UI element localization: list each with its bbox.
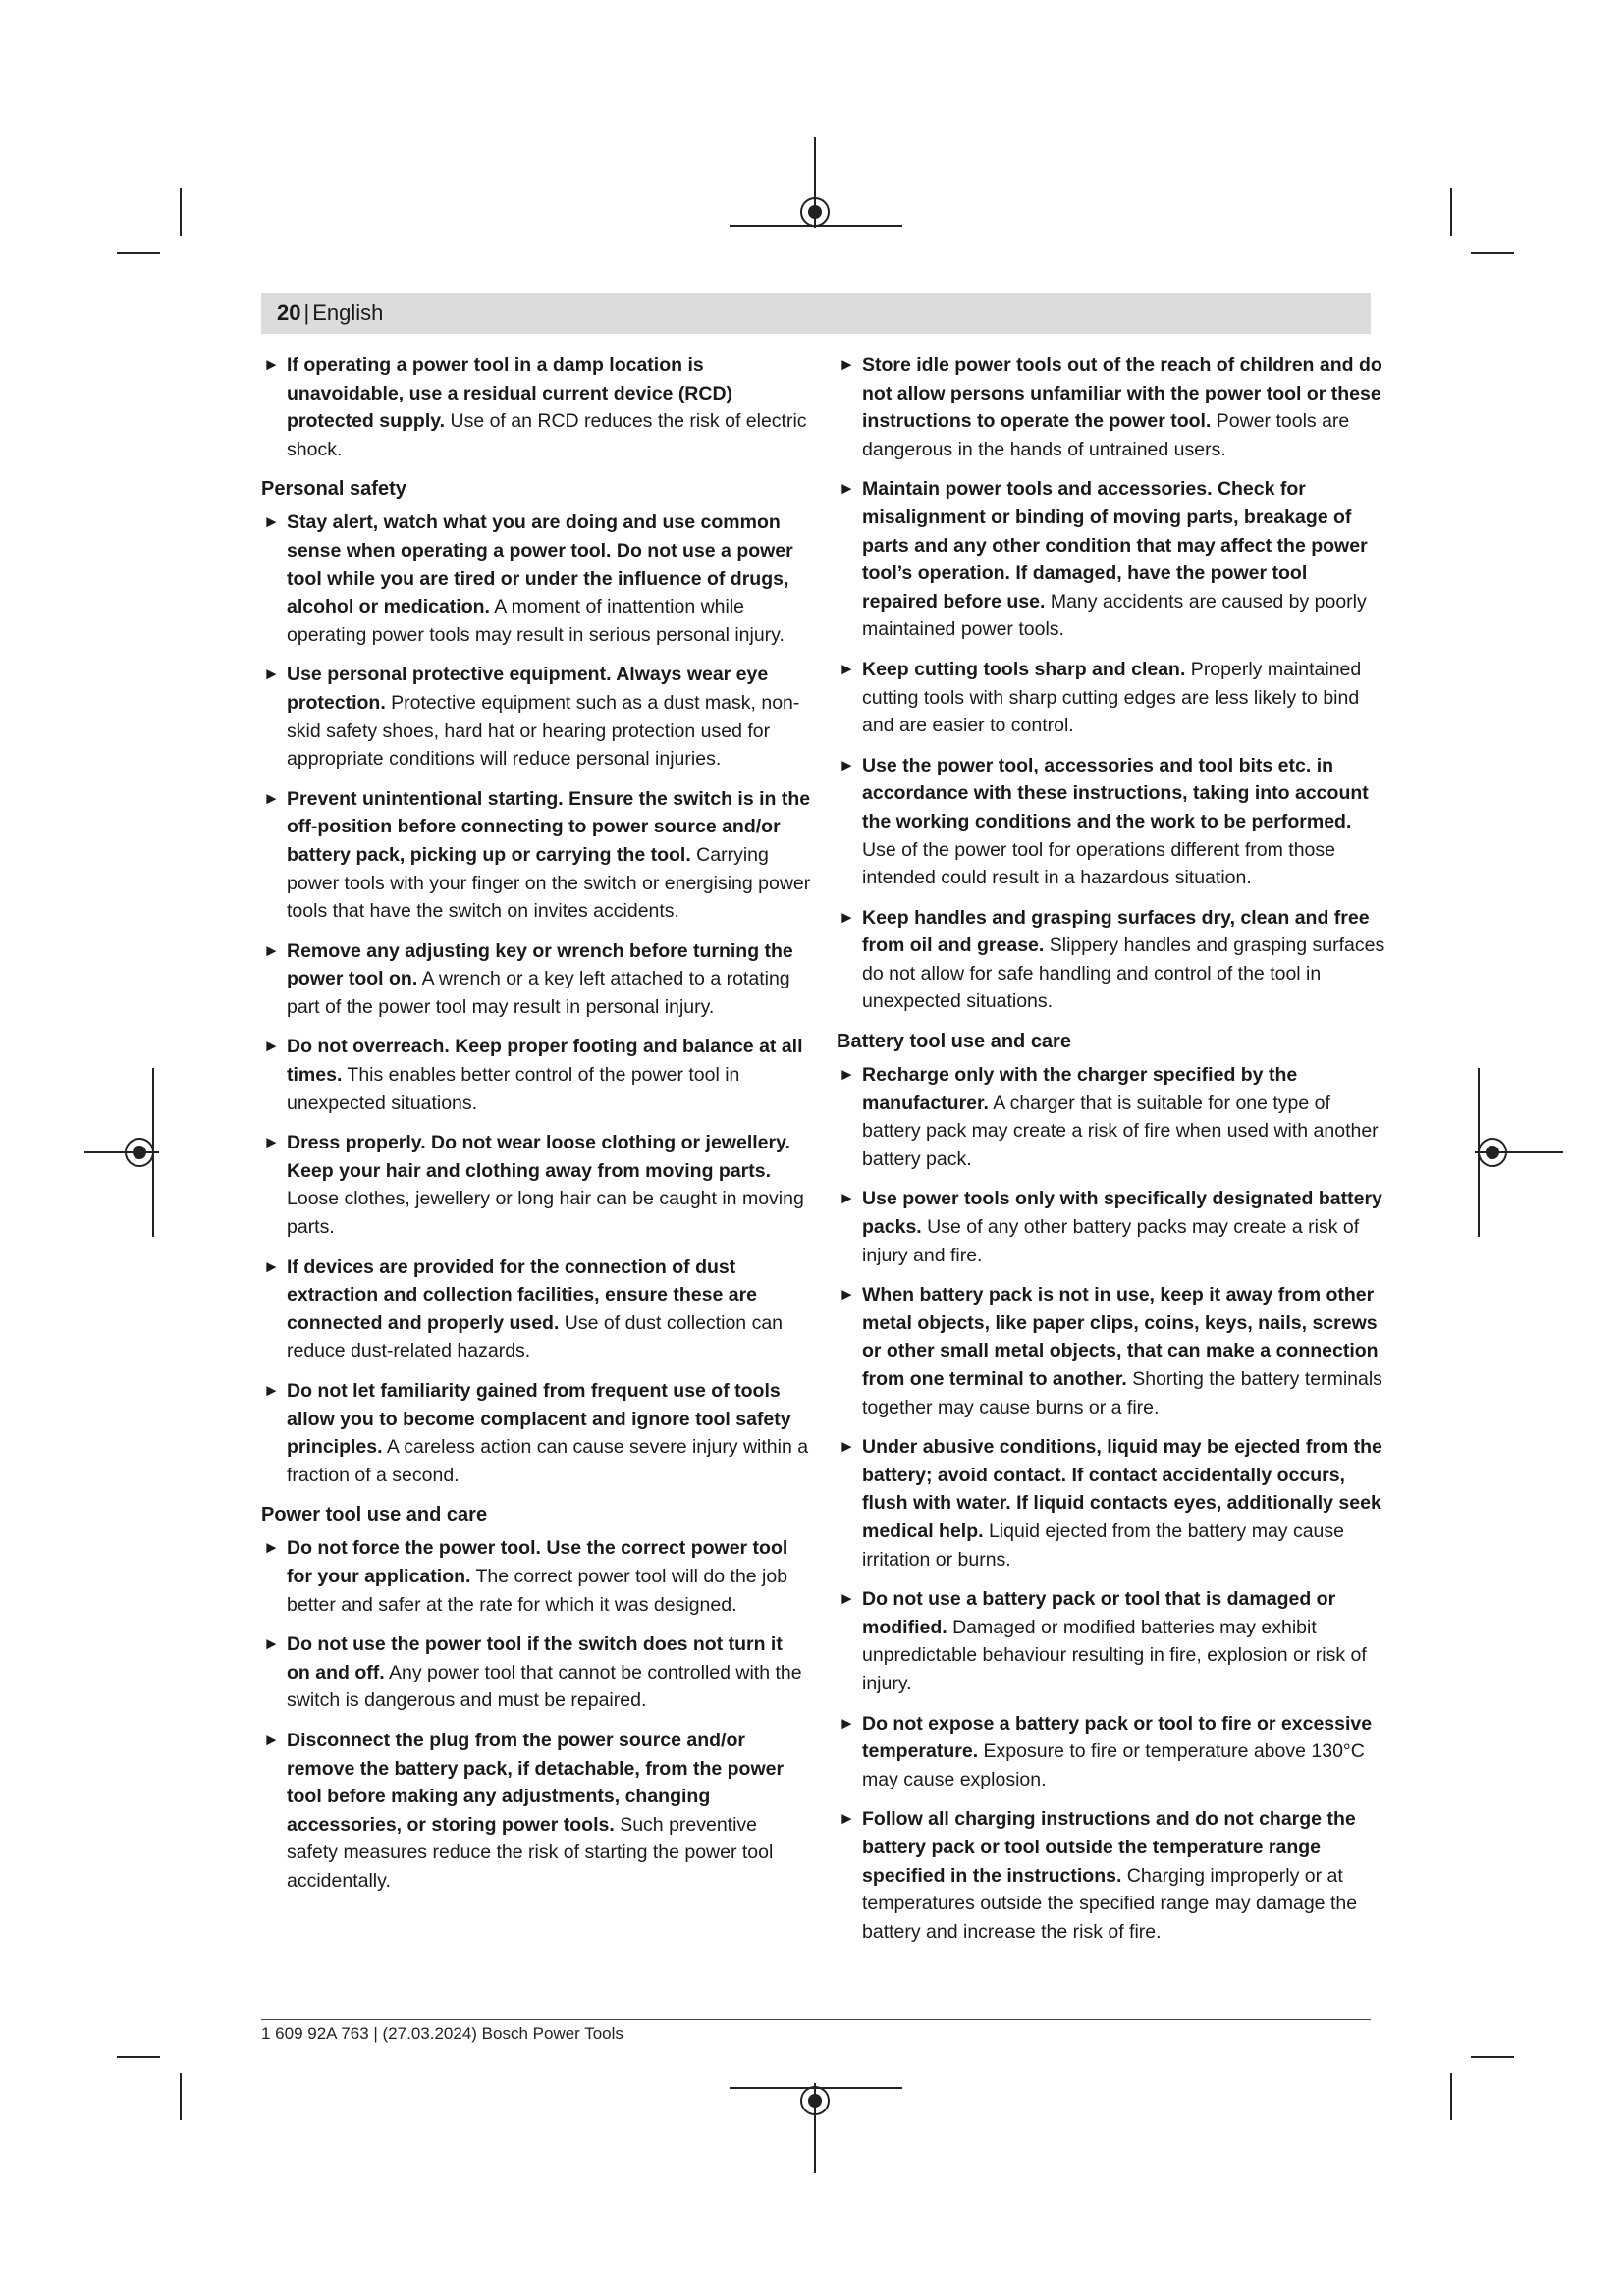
list-item — [261, 1254, 811, 1365]
instruction-text: Use of an RCD reduces the risk of electric shock. — [287, 410, 807, 460]
bullet-icon: ► — [263, 1037, 280, 1056]
list-item — [837, 351, 1386, 463]
footer-text: 1 609 92A 763 | (27.03.2024) Bosch Power Tools — [261, 2024, 623, 2043]
instruction-text: The correct power tool will do the job better and safer at the rate for which it was designed. — [287, 1565, 788, 1616]
bullet-icon: ► — [263, 355, 280, 374]
bullet-icon: ► — [839, 755, 855, 774]
instruction-bold: Keep handles and grasping surfaces dry, clean and free from oil and grease. — [862, 906, 1370, 957]
bullet-icon: ► — [263, 940, 280, 960]
list-item — [837, 1710, 1386, 1794]
crop-mark — [1471, 252, 1514, 254]
list-item — [837, 1281, 1386, 1421]
instruction-bold: If operating a power tool in a damp location is unavoidable, use a residual current device (RCD) protected supply. — [287, 354, 733, 433]
instruction-text: Such preventive safety measures reduce the risk of starting the power tool accidentally. — [287, 1813, 774, 1892]
bullet-icon: ► — [263, 788, 280, 808]
instruction-bold: Do not let familiarity gained from frequent use of tools allow you to become complacent and ignore tool safety principles. — [287, 1380, 791, 1459]
instruction-bold: Maintain power tools and accessories. Check for misalignment or binding of moving parts, breakage of parts and any other condition that may affect the power tool’s operation. If damaged, have the power tool repaired before use. — [862, 478, 1368, 613]
bullet-icon: ► — [263, 1133, 280, 1152]
list-item — [261, 661, 811, 773]
instruction-bold: Store idle power tools out of the reach of children and do not allow persons unfamiliar with the power tool or these instructions to operate the power tool. — [862, 354, 1382, 433]
bullet-icon: ► — [839, 659, 855, 678]
list-item — [837, 1585, 1386, 1697]
list-item — [837, 656, 1386, 740]
bullet-icon: ► — [839, 1437, 855, 1457]
bullet-icon: ► — [839, 479, 855, 499]
bullet-icon: ► — [839, 1065, 855, 1085]
list-item — [261, 1033, 811, 1117]
instruction-bold: Use power tools only with specifically designated battery packs. — [862, 1188, 1382, 1239]
instruction-bold: Use personal protective equipment. Always wear eye protection. — [287, 664, 769, 714]
list-item — [261, 1129, 811, 1241]
crop-mark — [1471, 2056, 1514, 2058]
bullet-icon: ► — [263, 1634, 280, 1654]
list-item — [837, 1185, 1386, 1269]
instruction-text: Liquid ejected from the battery may cause irritation or burns. — [862, 1520, 1344, 1571]
instruction-text: A moment of inattention while operating power tools may result in serious personal injury. — [287, 596, 785, 646]
right-column — [837, 351, 1386, 1957]
instruction-bold: Keep cutting tools sharp and clean. — [862, 658, 1186, 680]
bullet-icon: ► — [263, 512, 280, 532]
instruction-text: Damaged or modified batteries may exhibit unpredictable behaviour resulting in fire, explosion or risk of injury. — [862, 1616, 1367, 1694]
bullet-icon: ► — [839, 355, 855, 374]
instruction-text: A careless action can cause severe injury within a fraction of a second. — [287, 1436, 809, 1486]
bullet-icon: ► — [263, 665, 280, 684]
list-item — [261, 351, 811, 463]
bullet-icon: ► — [839, 1713, 855, 1733]
list-item — [837, 904, 1386, 1016]
header-separator: | — [303, 300, 310, 325]
instruction-bold: When battery pack is not in use, keep it away from other metal objects, like paper clips, coins, keys, nails, screws or other small metal objects, that can make a connection from one terminal to another. — [862, 1284, 1379, 1390]
instruction-bold: Follow all charging instructions and do not charge the battery pack or tool outside the temperature range specified in the instructions. — [862, 1808, 1356, 1887]
instruction-text: Charging improperly or at temperatures outside the specified range may damage the battery and increase the risk of fire. — [862, 1864, 1358, 1943]
instruction-text: Carrying power tools with your finger on the switch or energising power tools that have the switch on invites accidents. — [287, 843, 811, 923]
section-heading-power-tool-use: Power tool use and care — [261, 1504, 488, 1526]
registration-mark-bottom — [800, 2086, 830, 2115]
instruction-text: Protective equipment such as a dust mask, non-skid safety shoes, hard hat or hearing protection used for appropriate conditions will reduce personal injuries. — [287, 691, 800, 771]
instruction-bold: Disconnect the plug from the power source and/or remove the battery pack, if detachable, from the power tool before making any adjustments, changing accessories, or storing power tools. — [287, 1729, 785, 1836]
instruction-text: Loose clothes, jewellery or long hair can be caught in moving parts. — [287, 1188, 804, 1239]
instruction-text: Exposure to fire or temperature above 130°C may cause explosion. — [862, 1740, 1365, 1790]
instruction-text: Slippery handles and grasping surfaces do not allow for safe handling and control of the tool in unexpected situations. — [862, 934, 1385, 1013]
instruction-text: This enables better control of the power tool in unexpected situations. — [287, 1064, 740, 1114]
instruction-text: Use of dust collection can reduce dust-related hazards. — [287, 1311, 784, 1362]
registration-mark-left — [125, 1138, 154, 1167]
instruction-text: A charger that is suitable for one type of battery pack may create a risk of fire when used with another battery pack. — [862, 1092, 1379, 1170]
bullet-icon: ► — [263, 1538, 280, 1558]
instruction-text: Shorting the battery terminals together may cause burns or a fire. — [862, 1368, 1382, 1418]
instruction-bold: Under abusive conditions, liquid may be ejected from the battery; avoid contact. If contact accidentally occurs, flush with water. If liquid contacts eyes, additionally seek medical help. — [862, 1436, 1382, 1542]
instruction-bold: Recharge only with the charger specified by the manufacturer. — [862, 1064, 1298, 1114]
bullet-icon: ► — [263, 1256, 280, 1276]
list-item — [837, 752, 1386, 892]
bullet-icon: ► — [839, 907, 855, 927]
instruction-bold: Do not overreach. Keep proper footing and balance at all times. — [287, 1036, 803, 1087]
header-language: English — [312, 300, 384, 325]
instruction-bold: Do not expose a battery pack or tool to fire or excessive temperature. — [862, 1712, 1373, 1763]
bullet-icon: ► — [839, 1285, 855, 1305]
crop-mark — [180, 188, 182, 236]
list-item — [261, 508, 811, 649]
section-heading-battery-tool-use: Battery tool use and care — [837, 1031, 1071, 1053]
crop-mark — [117, 252, 160, 254]
list-item — [261, 1377, 811, 1489]
list-item — [837, 1805, 1386, 1946]
crop-mark — [1450, 188, 1452, 236]
bullet-icon: ► — [839, 1589, 855, 1609]
bullet-icon: ► — [839, 1809, 855, 1829]
instruction-bold: Stay alert, watch what you are doing and use common sense when operating a power tool. Do not use a power tool while you are tired or under the influence of drugs, alcohol or medication. — [287, 511, 793, 618]
registration-mark-top — [800, 197, 830, 227]
instruction-bold: Do not use a battery pack or tool that is damaged or modified. — [862, 1588, 1336, 1638]
crop-mark — [180, 2073, 182, 2120]
instruction-text: Use of the power tool for operations different from those intended could result in a hazardous situation. — [862, 838, 1335, 889]
instruction-bold: Do not use the power tool if the switch does not turn it on and off. — [287, 1633, 783, 1683]
page-header — [261, 293, 1371, 334]
instruction-text: Many accidents are caused by poorly maintained power tools. — [862, 590, 1367, 641]
instruction-bold: Remove any adjusting key or wrench before turning the power tool on. — [287, 939, 793, 990]
list-item — [837, 1433, 1386, 1574]
left-column — [261, 351, 811, 1907]
instruction-text: Power tools are dangerous in the hands of untrained users. — [862, 410, 1350, 460]
list-item — [261, 785, 811, 926]
bullet-icon: ► — [263, 1381, 280, 1400]
section-heading-personal-safety: Personal safety — [261, 478, 406, 501]
list-item — [837, 1061, 1386, 1173]
list-item — [261, 937, 811, 1022]
page-number: 20 — [277, 300, 301, 325]
list-item — [261, 1630, 811, 1715]
list-item — [261, 1534, 811, 1619]
instruction-bold: If devices are provided for the connection of dust extraction and collection facilities, ensure these are connected and properly used. — [287, 1255, 758, 1334]
instruction-text: Any power tool that cannot be controlled with the switch is dangerous and must be repaired. — [287, 1661, 802, 1712]
list-item — [837, 475, 1386, 644]
crop-mark — [117, 2056, 160, 2058]
instruction-bold: Prevent unintentional starting. Ensure the switch is in the off-position before connecting to power source and/or battery pack, picking up or carrying the tool. — [287, 787, 811, 866]
registration-mark-right — [1478, 1138, 1507, 1167]
list-item — [261, 1727, 811, 1896]
instruction-bold: Do not force the power tool. Use the correct power tool for your application. — [287, 1537, 788, 1587]
instruction-bold: Dress properly. Do not wear loose clothing or jewellery. Keep your hair and clothing away from moving parts. — [287, 1132, 790, 1182]
instruction-text: Use of any other battery packs may create a risk of injury and fire. — [862, 1216, 1360, 1266]
instruction-text: Properly maintained cutting tools with sharp cutting edges are less likely to bind and are easier to control. — [862, 658, 1362, 737]
instruction-bold: Use the power tool, accessories and tool bits etc. in accordance with these instructions, taking into account the working conditions and the work to be performed. — [862, 754, 1369, 832]
bullet-icon: ► — [839, 1189, 855, 1208]
footer-rule — [261, 2019, 1371, 2020]
crop-mark — [1450, 2073, 1452, 2120]
bullet-icon: ► — [263, 1730, 280, 1749]
instruction-text: A wrench or a key left attached to a rotating part of the power tool may result in personal injury. — [287, 968, 790, 1018]
